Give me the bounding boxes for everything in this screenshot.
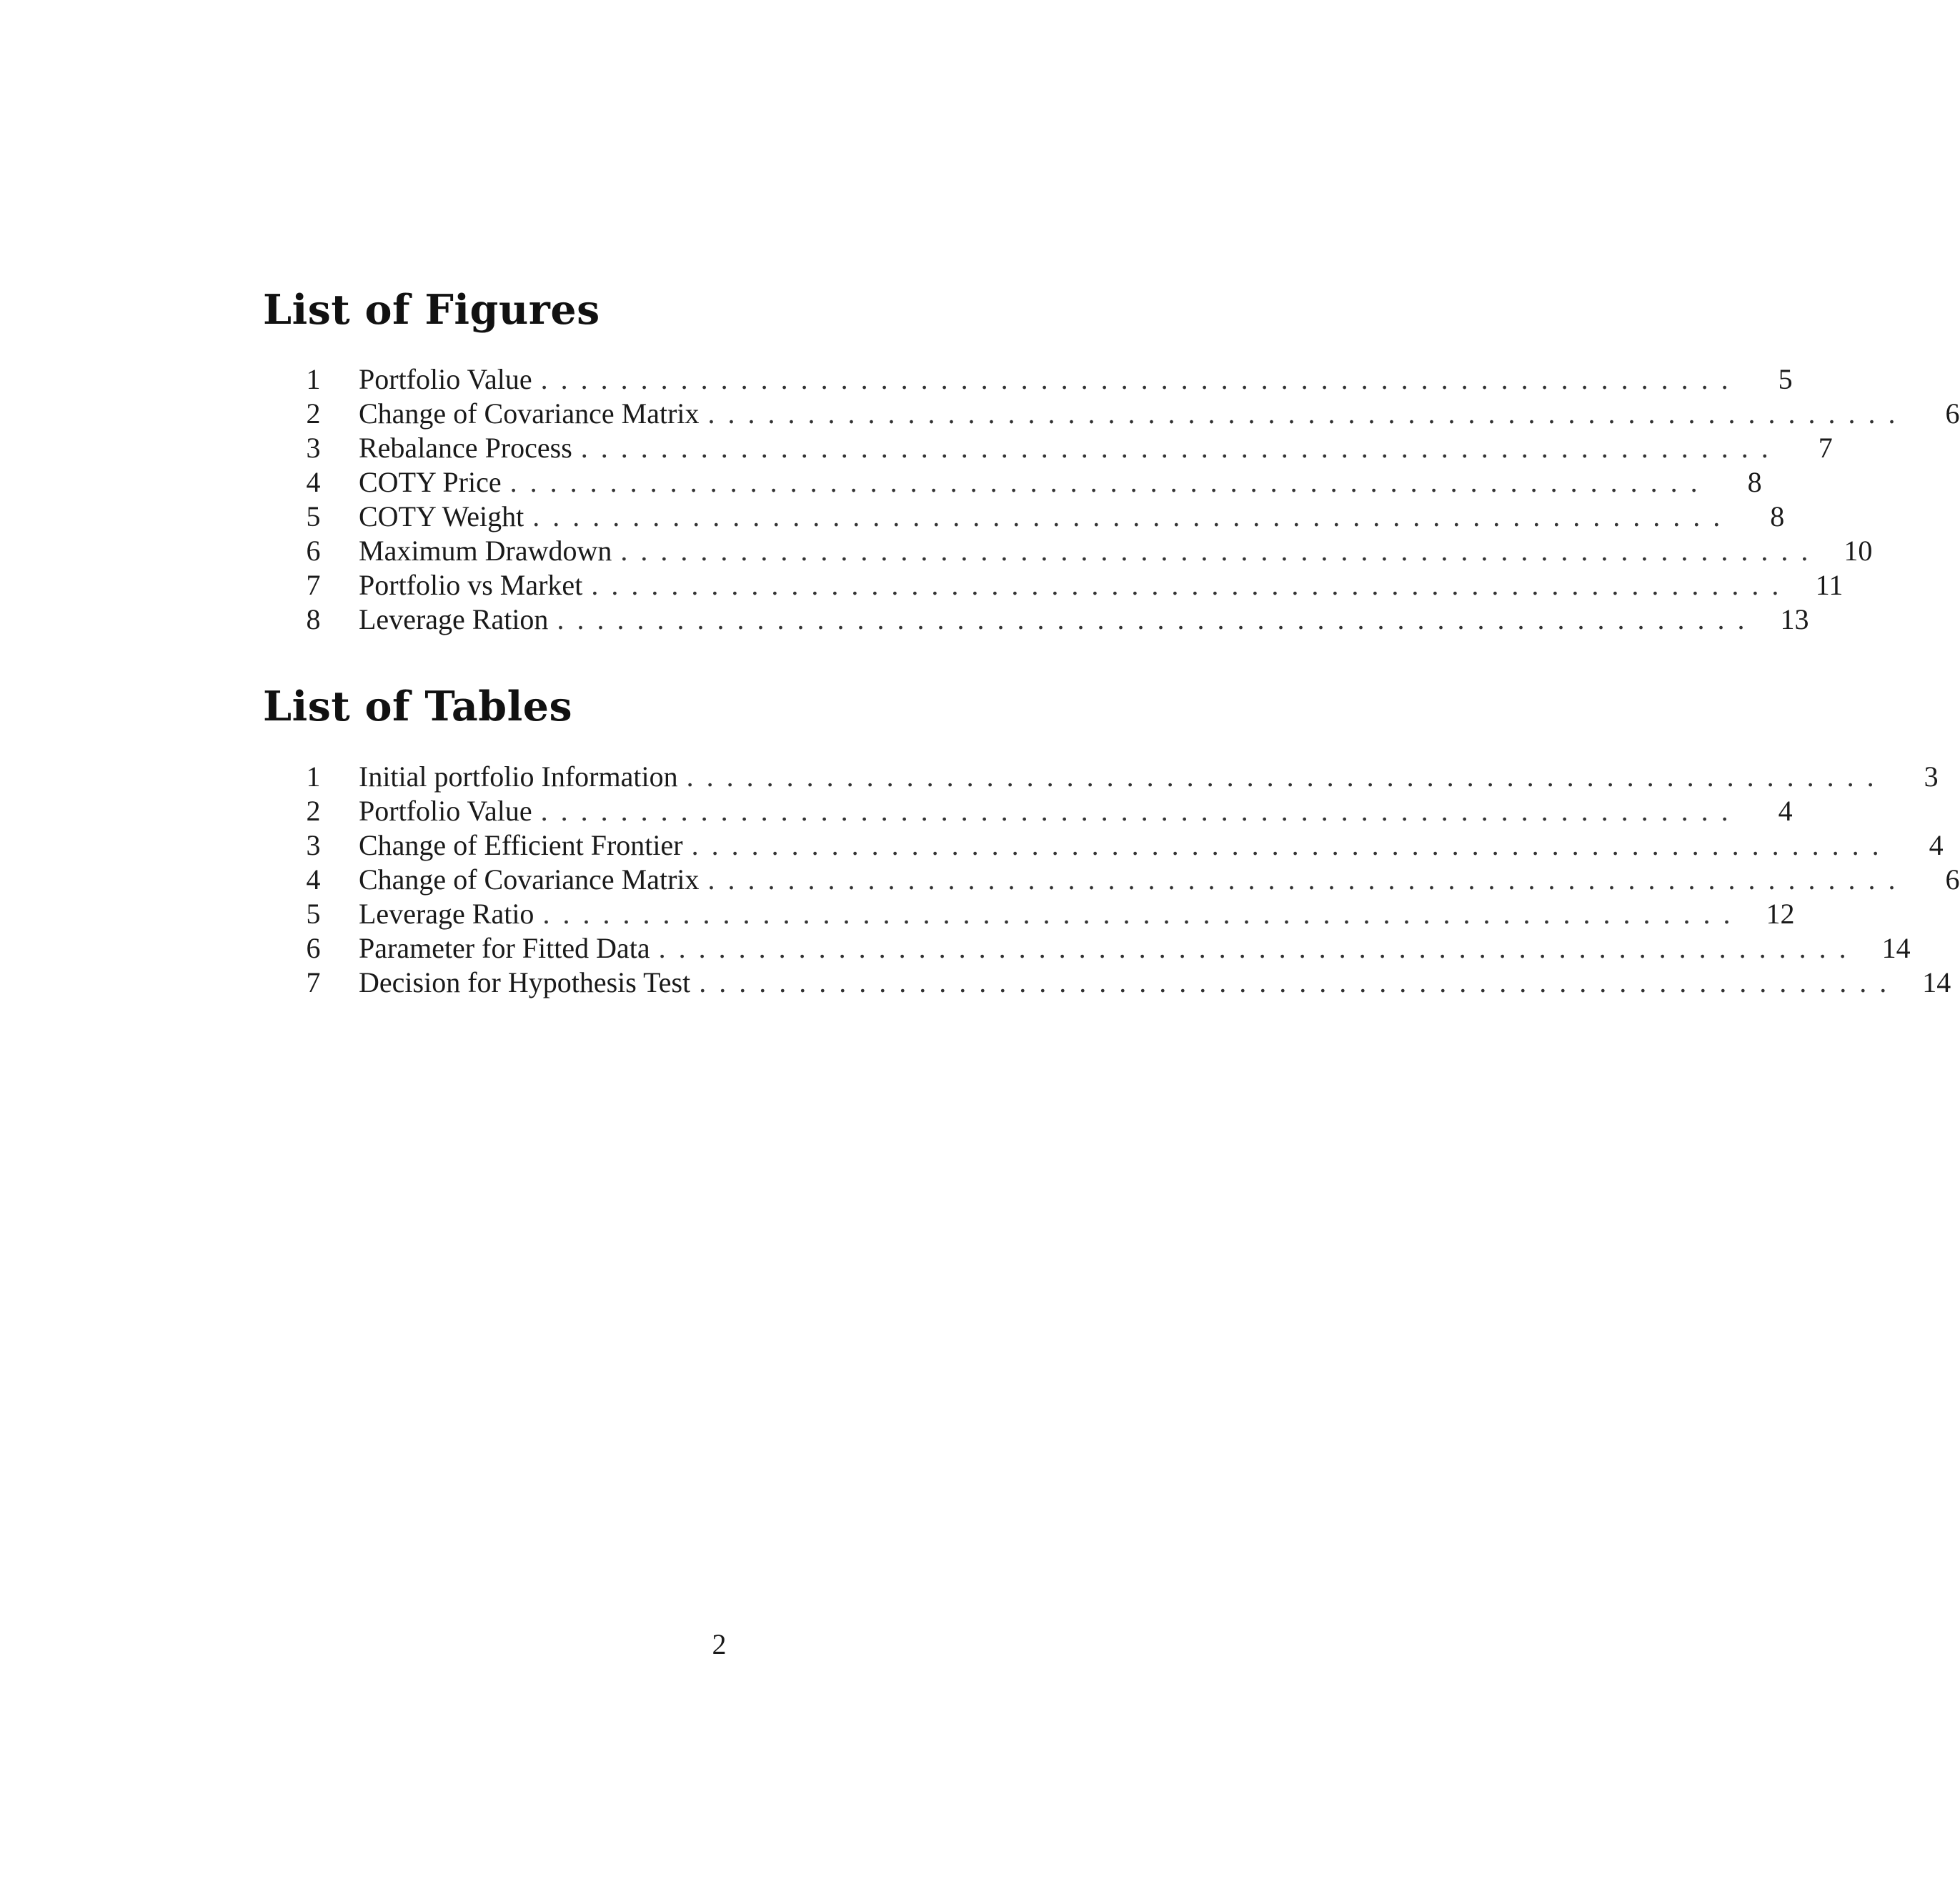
entry-title[interactable]: Portfolio Value xyxy=(359,794,541,828)
entry-number: 5 xyxy=(306,898,321,930)
entry-page-number[interactable]: 6 xyxy=(1909,863,1960,897)
figure-list-entry[interactable] xyxy=(300,603,1809,637)
entry-title[interactable]: Rebalance Process xyxy=(359,431,581,465)
entry-page-number[interactable]: 7 xyxy=(1781,431,1833,465)
entry-number: 6 xyxy=(306,535,321,567)
entry-title[interactable]: Change of Efficient Frontier xyxy=(359,828,692,863)
table-list-entry[interactable] xyxy=(300,760,1939,794)
entry-page-number[interactable]: 5 xyxy=(1741,362,1793,397)
figure-list-entry[interactable] xyxy=(300,500,1785,534)
entry-number: 1 xyxy=(306,760,321,793)
dot-leader: ............................................................ xyxy=(620,535,1821,567)
dot-leader: ............................................................ xyxy=(540,795,1741,827)
entry-number: 6 xyxy=(306,932,321,964)
entry-number: 7 xyxy=(306,569,321,601)
dot-leader: ............................................................ xyxy=(591,569,1792,601)
dot-leader: ............................................................ xyxy=(580,432,1781,464)
list-of-tables-heading: List of Tables xyxy=(263,683,573,730)
entry-number: 3 xyxy=(306,432,321,464)
table-list-entry[interactable] xyxy=(300,828,1944,863)
dot-leader: ............................................................ xyxy=(532,500,1733,532)
entry-number: 5 xyxy=(306,500,321,532)
entry-page-number[interactable]: 14 xyxy=(1859,931,1911,966)
page-number: 2 xyxy=(712,1628,727,1660)
entry-title[interactable]: Change of Covariance Matrix xyxy=(359,397,708,431)
entry-page-number[interactable]: 3 xyxy=(1887,760,1939,794)
figure-list-entry[interactable] xyxy=(300,362,1793,397)
entry-title[interactable]: Leverage Ratio xyxy=(359,897,542,931)
list-of-tables xyxy=(300,760,1960,1000)
entry-page-number[interactable]: 4 xyxy=(1741,794,1793,828)
entry-title[interactable]: Parameter for Fitted Data xyxy=(359,931,659,966)
entry-number: 4 xyxy=(306,466,321,498)
table-list-entry[interactable] xyxy=(300,863,1960,897)
entry-page-number[interactable]: 13 xyxy=(1757,603,1809,637)
entry-page-number[interactable]: 8 xyxy=(1733,500,1784,534)
dot-leader: ............................................................ xyxy=(707,397,1909,430)
figure-list-entry[interactable] xyxy=(300,397,1960,431)
dot-leader: ............................................................ xyxy=(542,898,1743,930)
entry-page-number[interactable]: 14 xyxy=(1899,966,1951,1000)
dot-leader: ............................................................ xyxy=(540,363,1741,395)
entry-page-number[interactable]: 11 xyxy=(1791,568,1843,603)
dot-leader: ............................................................ xyxy=(509,466,1711,498)
dot-leader: ............................................................ xyxy=(658,932,1859,964)
entry-number: 3 xyxy=(306,829,321,861)
entry-title[interactable]: Portfolio vs Market xyxy=(359,568,591,603)
dot-leader: ............................................................ xyxy=(699,966,1900,998)
table-list-entry[interactable] xyxy=(300,794,1793,828)
entry-number: 4 xyxy=(306,863,321,896)
figure-list-entry[interactable] xyxy=(300,465,1762,500)
entry-number: 8 xyxy=(306,603,321,635)
table-list-entry[interactable] xyxy=(300,966,1951,1000)
dot-leader: ............................................................ xyxy=(557,603,1758,635)
dot-leader: ............................................................ xyxy=(686,760,1887,793)
figure-list-entry[interactable] xyxy=(300,534,1873,568)
entry-page-number[interactable]: 10 xyxy=(1821,534,1872,568)
list-of-figures xyxy=(300,362,1960,637)
entry-number: 2 xyxy=(306,795,321,827)
list-of-figures-heading: List of Figures xyxy=(263,286,600,334)
entry-title[interactable]: Portfolio Value xyxy=(359,362,541,397)
entry-page-number[interactable]: 8 xyxy=(1711,465,1762,500)
entry-title[interactable]: Decision for Hypothesis Test xyxy=(359,966,699,1000)
entry-title[interactable]: Leverage Ration xyxy=(359,603,557,637)
dot-leader: ............................................................ xyxy=(707,863,1909,896)
dot-leader: ............................................................ xyxy=(691,829,1892,861)
entry-title[interactable]: Initial portfolio Information xyxy=(359,760,687,794)
entry-number: 1 xyxy=(306,363,321,395)
entry-title[interactable]: Change of Covariance Matrix xyxy=(359,863,708,897)
entry-number: 7 xyxy=(306,966,321,998)
table-list-entry[interactable] xyxy=(300,897,1795,931)
entry-page-number[interactable]: 4 xyxy=(1892,828,1944,863)
figure-list-entry[interactable] xyxy=(300,431,1833,465)
entry-title[interactable]: COTY Price xyxy=(359,465,510,500)
entry-title[interactable]: Maximum Drawdown xyxy=(359,534,620,568)
figure-list-entry[interactable] xyxy=(300,568,1844,603)
entry-page-number[interactable]: 12 xyxy=(1743,897,1794,931)
entry-number: 2 xyxy=(306,397,321,430)
table-list-entry[interactable] xyxy=(300,931,1911,966)
entry-page-number[interactable]: 6 xyxy=(1909,397,1960,431)
entry-title[interactable]: COTY Weight xyxy=(359,500,532,534)
